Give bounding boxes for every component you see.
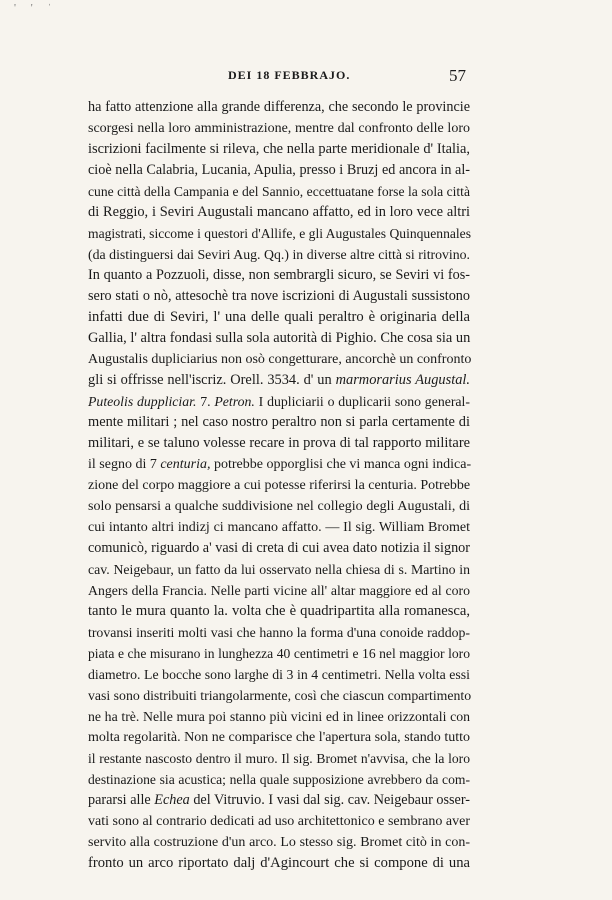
- text-line: solo pensarsi a qualche suddivisione nel collegio degli Augustali, di: [88, 499, 470, 514]
- text-line: vati sono al contrario dedicati ad uso architettonico e sembrano aver: [88, 814, 470, 829]
- text-line: servito alla costruzione d'un arco. Lo stesso sig. Bromet citò in con-: [88, 835, 470, 850]
- text-line: di Reggio, i Seviri Augustali mancano affatto, ed in loro vece altri: [88, 204, 470, 220]
- text-line: infatti due di Seviri, l' una delle quali peraltro è originaria della: [88, 309, 470, 325]
- text-line: il segno di 7 centuria, potrebbe opporglisi che vi manca ogni indica-: [88, 457, 472, 472]
- text-line: magistrati, siccome i questori d'Allife, e gli Augustales Quinquennales: [88, 226, 471, 241]
- text-line: mente militari ; nel caso nostro peraltro non si parla certamente di: [88, 414, 470, 430]
- text-line: Puteolis duppliciar. 7. Petron. I dupliciarii o duplicarii sono general-: [88, 394, 470, 409]
- text-line: Angers della Francia. Nelle parti vicine all' altar maggiore ed al coro: [88, 583, 470, 598]
- page-header: [88, 66, 466, 90]
- text-line: ha fatto attenzione alla grande differenza, che secondo le provincie: [88, 99, 470, 115]
- text-line: (da distinguersi dai Seviri Aug. Qq.) in diverse altre città si ritrovino.: [88, 247, 470, 262]
- text-line: comunicò, riguardo a' vasi di creta di cui avea dato notizia il signor: [88, 540, 470, 556]
- text-line: cui intanto altri indizj ci mancano affatto. — Il sig. William Bromet: [88, 520, 470, 535]
- text-line: destinazione sia acustica; nella quale supposizione avrebbero da com-: [88, 772, 470, 787]
- text-line: molta regolarità. Non ne comparisce che l'apertura sola, stando tutto: [88, 730, 470, 745]
- text-line: pararsi alle Echea del Vitruvio. I vasi dal sig. cav. Neigebaur osser-: [88, 792, 470, 808]
- text-line: fronto un arco riportato dalj d'Agincourt che si compone di una: [88, 855, 470, 871]
- text-line: cune città della Campania e del Sannio, eccettuatane forse la sola città: [88, 184, 470, 199]
- text-line: tanto le mura quanto la. volta che è quadripartita alla romanesca,: [88, 603, 470, 619]
- text-line: Augustalis dupliciarius non osò congetturare, ancorchè un confronto: [88, 352, 472, 367]
- body-text: [88, 97, 470, 874]
- text-line: ne ha trè. Nelle mura poi stanno più vicini ed in linee orizzontali con: [88, 709, 470, 724]
- text-line: scorgesi nella loro amministrazione, mentre dal confronto delle loro: [88, 121, 470, 136]
- text-line: Gallia, l' altra fondasi sulla sola autorità di Pighio. Che cosa sia un: [88, 330, 471, 346]
- text-line: zione del corpo maggiore a cui potesse riferirsi la centuria. Potrebbe: [88, 478, 471, 493]
- corner-marks: ' ' ˈ: [14, 2, 58, 14]
- text-line: In quanto a Pozzuoli, disse, non sembrargli sicuro, se Seviri vi fos-: [88, 267, 470, 283]
- page-number: 57: [449, 66, 466, 85]
- text-line: militari, e se taluno volesse recare in prova di tal rapporto militare: [88, 435, 470, 451]
- text-line: cav. Neigebaur, un fatto da lui osservato nella chiesa di s. Martino in: [88, 562, 470, 577]
- text-line: trovansi inseriti molti vasi che hanno la forma d'una conoide raddop-: [88, 625, 470, 640]
- text-line: diametro. Le bocche sono larghe di 3 in 4 centimetri. Nella volta essi: [88, 667, 470, 682]
- text-line: iscrizioni facilmente si rileva, che nella parte meridionale d' Italia,: [88, 141, 470, 157]
- text-line: gli si offrisse nell'iscriz. Orell. 3534. d' un marmorarius Augustal.: [88, 372, 470, 388]
- running-title: DEI 18 FEBBRAJO.: [228, 68, 351, 82]
- text-line: piata e che misurano in lunghezza 40 centimetri e 16 nel maggior loro: [88, 646, 470, 661]
- text-line: cioè nella Calabria, Lucania, Apulia, presso i Bruzj ed ancora in al-: [88, 162, 470, 178]
- text-line: sero stati o nò, attesochè tra nove iscrizioni di Augustali sussistono: [88, 288, 470, 304]
- text-line: vasi sono distribuiti triangolarmente, così che ciascun compartimento: [88, 688, 472, 703]
- text-line: il restante nascosto dentro il muro. Il sig. Bromet n'avvisa, che la loro: [88, 751, 470, 766]
